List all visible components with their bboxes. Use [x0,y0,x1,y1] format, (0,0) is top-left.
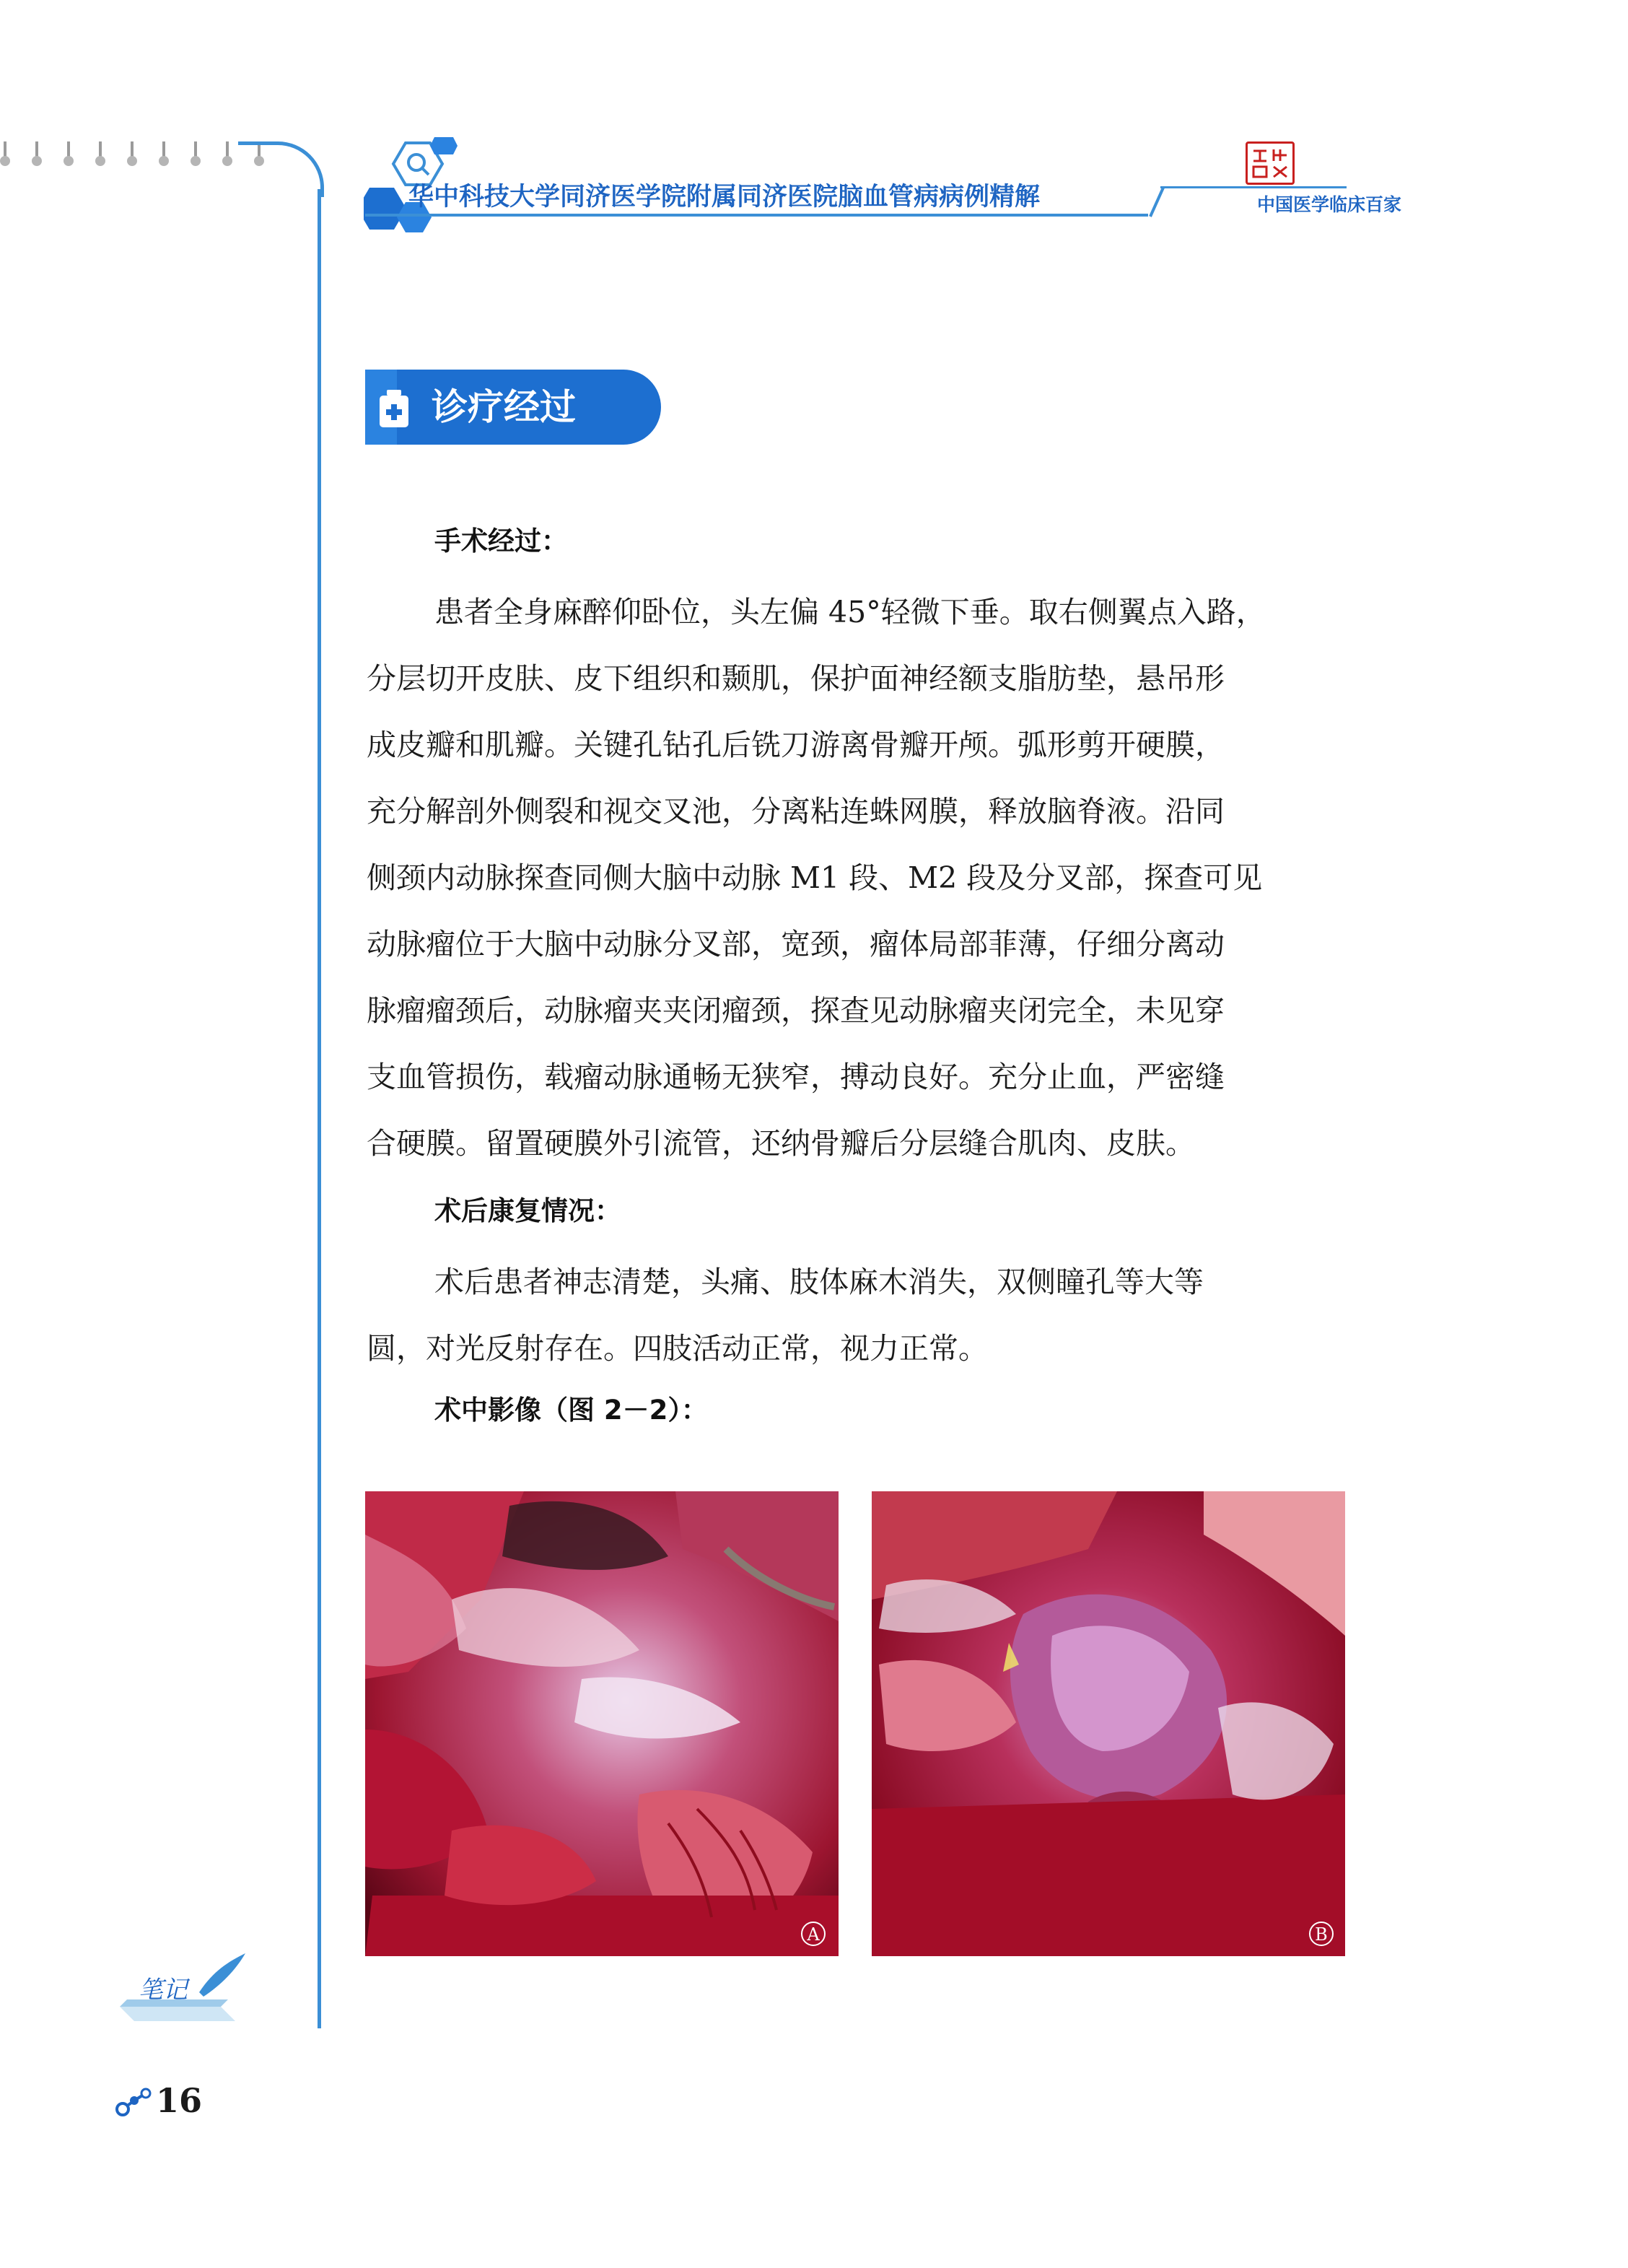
imaging-heading: 术中影像（图 2－2）： [434,1395,708,1426]
notes-badge-logo [113,1949,250,2028]
header-rule [365,214,1148,217]
paragraph-line: 成皮瓣和肌瓣。关键孔钻孔后铣刀游离骨瓣开颅。弧形剪开硬膜， [367,728,1225,762]
paragraph-line: 动脉瘤位于大脑中动脉分叉部，宽颈，瘤体局部菲薄，仔细分离动 [367,927,1225,961]
paragraph-line: 合硬膜。留置硬膜外引流管，还纳骨瓣后分层缝合肌肉、皮肤。 [367,1126,1195,1161]
paragraph-line: 分层切开皮肤、皮下组织和颞肌，保护面神经额支脂肪垫，悬吊形 [367,661,1225,696]
ring-icon [159,141,169,170]
margin-rail [318,189,321,2028]
paragraph-line: 充分解剖外侧裂和视交叉池，分离粘连蛛网膜，释放脑脊液。沿同 [367,794,1225,829]
series-seal-logo [1246,141,1295,185]
recovery-heading: 术后康复情况： [434,1195,621,1226]
header-rule-right [1160,186,1347,188]
surgery-heading: 手术经过： [434,525,568,557]
medical-kit-icon [378,390,410,429]
paragraph-line: 患者全身麻醉仰卧位，头左偏 45°轻微下垂。取右侧翼点入路， [434,595,1266,629]
book-title: 华中科技大学同济医学院附属同济医院脑血管病病例精解 [408,183,1041,211]
paragraph-line: 脉瘤瘤颈后，动脉瘤夹夹闭瘤颈，探查见动脉瘤夹闭完全，未见穿 [367,993,1225,1028]
paragraph-line: 侧颈内动脉探查同侧大脑中动脉 M1 段、M2 段及分叉部，探查可见 [367,860,1263,895]
paragraph-line: 圆，对光反射存在。四肢活动正常，视力正常。 [367,1331,988,1366]
header-rule-slant [1126,186,1183,218]
paragraph-line: 支血管损伤，载瘤动脉通畅无狭窄，搏动良好。充分止血，严密缝 [367,1060,1225,1094]
figure-label-a: A [801,1922,826,1946]
ring-icon [32,141,42,170]
ring-icon [222,141,232,170]
svg-text:笔记: 笔记 [139,1976,188,2005]
figure-label-b: B [1309,1922,1334,1946]
ring-icon [95,141,105,170]
ring-icon [191,141,201,170]
molecule-icon [115,2088,153,2116]
margin-rail-curve [238,141,324,197]
ring-icon [64,141,74,170]
paragraph-line: 术后患者神志清楚，头痛、肢体麻木消失，双侧瞳孔等大等 [434,1265,1204,1299]
series-name: 中国医学临床百家 [1257,194,1402,215]
ring-icon [0,141,10,170]
section-title: 诊疗经过 [432,386,576,428]
ring-icon [127,141,137,170]
page-number: 16 [156,2081,203,2120]
surgical-photo-b [872,1491,1345,1956]
notebook-rings [0,141,261,170]
surgical-photo-a [365,1491,839,1956]
